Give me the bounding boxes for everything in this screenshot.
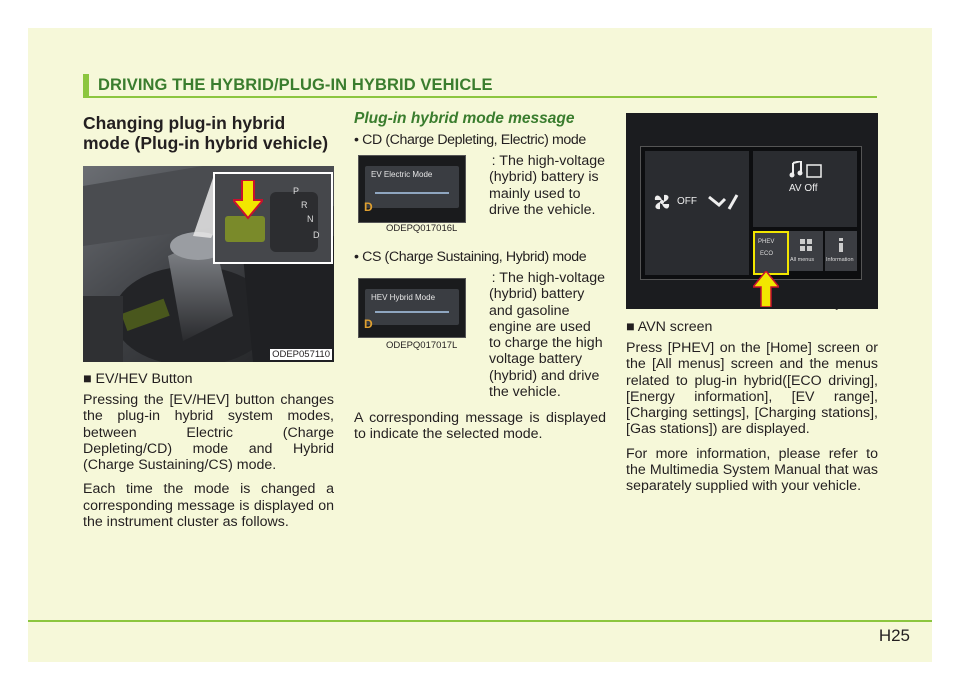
all-menus-button[interactable] [789, 231, 823, 271]
cd-mode-screen [358, 155, 466, 223]
cs-mode-description: : The high-voltage (hybrid) battery and gasoline engine are used to charge the high voltage battery (hybrid) and drive the vehicle. [489, 270, 605, 401]
avn-description: Press [PHEV] on the [Home] screen or the [All menus] screen and the menus related to plug-in hybrid([ECO driving], [Energy information], [EV range], [Charging settings], [Charging stations], [Gas stations]) are displayed. [626, 340, 878, 438]
up-arrow-icon [753, 271, 779, 307]
column-1 [83, 113, 334, 530]
cs-mode-block [354, 266, 606, 404]
ev-hev-description: Pressing the [EV/HEV] button changes the plug-in hybrid system modes, between Electric (Charge Depleting/CD) mode and Hybrid (Charge Sustaining/CS) mode. [83, 392, 334, 474]
phev-button[interactable] [753, 231, 789, 275]
cd-screen-text: EV Electric Mode [371, 170, 433, 179]
music-radio-icon [789, 161, 823, 179]
figure-code: ODEP057110 [272, 349, 330, 360]
av-status: AV Off [789, 183, 818, 194]
footer-rule [28, 620, 932, 622]
down-arrow-icon [233, 180, 263, 220]
fan-status: OFF [677, 196, 697, 207]
mode-change-description: Each time the mode is changed a corresponding message is displayed on the instrument cluster as follows. [83, 481, 334, 531]
eco-label: ECO [760, 251, 774, 257]
cs-mode-screen [358, 278, 466, 338]
page-number: H25 [878, 626, 910, 645]
information-label: Information [826, 257, 854, 263]
gear-label-r: R [301, 200, 308, 210]
ev-hev-button-heading: ■ EV/HEV Button [83, 371, 193, 387]
gear-indicator: D [364, 317, 373, 331]
figure-code: ODEPQ017016L [386, 223, 458, 234]
cs-mode-bullet: • CS (Charge Sustaining, Hybrid) mode [354, 249, 587, 265]
inset-detail [213, 172, 333, 264]
grid-icon [800, 239, 812, 251]
avn-screen-heading: ■ AVN screen [626, 319, 713, 335]
header-title: DRIVING THE HYBRID/PLUG-IN HYBRID VEHICLE [98, 76, 493, 94]
section-title: Changing plug-in hybrid mode (Plug-in hybrid vehicle) [83, 113, 329, 153]
column-2 [354, 110, 606, 443]
fan-icon [651, 191, 673, 213]
all-menus-label: All menus [790, 257, 815, 263]
gear-label-d: D [313, 230, 320, 240]
gear-indicator: D [364, 200, 373, 214]
gear-shifter-photo [83, 166, 334, 362]
column-3 [626, 113, 878, 495]
figure-code: ODEPQ017017L [386, 340, 458, 351]
phev-label: PHEV [758, 239, 775, 245]
avn-screen-figure [626, 113, 878, 309]
information-button[interactable] [825, 231, 857, 271]
seat-airflow-icon [707, 191, 741, 213]
header-accent-bar [83, 74, 89, 96]
cd-mode-bullet: • CD (Charge Depleting, Electric) mode [354, 132, 586, 148]
subsection-title: Plug-in hybrid mode message [354, 110, 575, 127]
message-description: A corresponding message is displayed to indicate the selected mode. [354, 410, 606, 443]
reference-note: For more information, please refer to the Multimedia System Manual that was separately supplied with your vehicle. [626, 445, 878, 495]
cs-screen-text: HEV Hybrid Mode [371, 293, 436, 302]
gear-label-p: P [293, 186, 300, 196]
cd-mode-description: : The high-voltage (hybrid) battery is mainly used to drive the vehicle. [489, 153, 605, 218]
header-rule [83, 96, 877, 98]
avn-display [640, 146, 862, 280]
cd-mode-block [354, 149, 606, 243]
gear-label-n: N [307, 214, 314, 224]
climate-panel [645, 151, 749, 275]
info-icon [836, 238, 846, 252]
media-panel [753, 151, 857, 227]
